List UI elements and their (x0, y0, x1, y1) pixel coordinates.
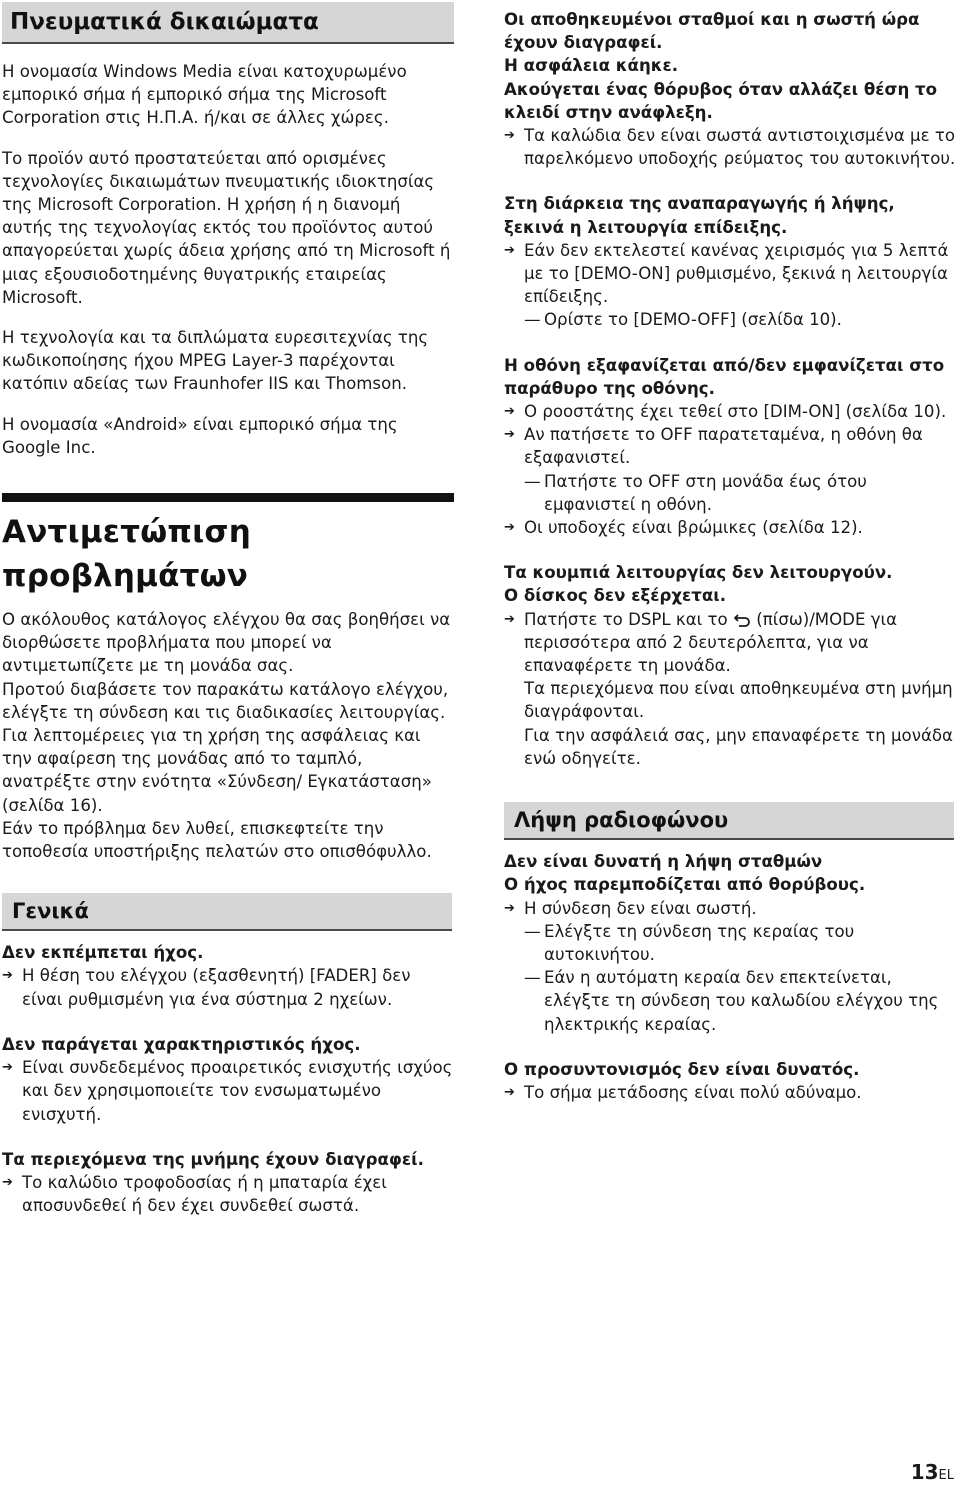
copyright-paragraph-3: Η τεχνολογία και τα διπλώματα ευρεσιτεχνίας της κωδικοποίησης ήχου MPEG Layer-3 παρέχονται κατόπιν αδείας των Fraunhofer IIS και Thomson. (2, 328, 429, 394)
answer-item (504, 608, 956, 678)
answer-text: Τα καλώδια δεν είναι σωστά αντιστοιχισμένα με το παρελκόμενο υποδοχής ρεύματος του αυτοκινήτου. (524, 126, 956, 169)
answer-item (2, 964, 454, 1010)
back-icon (733, 613, 751, 627)
answer-item (504, 897, 956, 920)
arrow-icon: ➔ (504, 404, 515, 420)
arrow-icon: ➔ (504, 427, 515, 443)
dash-item (504, 308, 956, 331)
question: Ο προσυντονισμός δεν είναι δυνατός. (504, 1059, 860, 1079)
copyright-paragraph-2: Το προϊόν αυτό προστατεύεται από ορισμένες τεχνολογίες δικαιωμάτων πνευματικής ιδιοκτησίας της Microsoft Corporation. Η χρήση ή η διανομή αυτής της τεχνολογίας εκτός του προϊόντος αυτού απαγορεύεται χωρίς άδεια χρήσης από τη Microsoft ή μιας εξουσιοδοτημένης θυγατρικής εταιρείας Microsoft. (2, 148, 451, 307)
issue-preset (504, 1058, 956, 1104)
dash-item (504, 920, 956, 966)
question: Ο δίσκος δεν εξέρχεται. (504, 586, 727, 606)
answer-text: Το σήμα μετάδοσης είναι πολύ αδύναμο. (524, 1082, 862, 1102)
question: Ακούγεται ένας θόρυβος όταν αλλάζει θέση το κλειδί στην ανάφλεξη. (504, 79, 938, 122)
troubleshooting-heading: Αντιμετώπιση προβλημάτων (2, 514, 251, 595)
troubleshooting-intro-4: Εάν το πρόβλημα δεν λυθεί, επισκεφτείτε την τοποθεσία υποστήριξης πελατών στο οπισθόφυλλο. (2, 818, 432, 862)
dash-text: Ορίστε το [DEMO-OFF] (σελίδα 10). (544, 310, 842, 330)
question: Η ασφάλεια κάηκε. (504, 56, 679, 76)
question: Τα περιεχόμενα της μνήμης έχουν διαγραφεί. (2, 1149, 424, 1169)
question: Στη διάρκεια της αναπαραγωγής ή λήψης, ξεκινά η λειτουργία επίδειξης. (504, 194, 895, 237)
left-column (2, 0, 454, 1239)
answer-text: Οι υποδοχές είναι βρώμικες (σελίδα 12). (524, 518, 863, 538)
general-heading: Γενικά (2, 893, 452, 931)
issue-stations-erased (504, 8, 956, 170)
arrow-icon: ➔ (504, 1084, 515, 1100)
page-number (911, 1461, 954, 1487)
dash-mark: — (524, 968, 541, 988)
arrow-icon: ➔ (504, 520, 515, 536)
answer-text: Εάν δεν εκτελεστεί κανένας χειρισμός για 5 λεπτά με το [DEMO-ON] ρυθμισμένο, ξεκινά η λειτουργία επίδειξης. (524, 240, 949, 307)
troubleshooting-intro-1: Ο ακόλουθος κατάλογος ελέγχου θα σας βοηθήσει να διορθώσετε προβλήματα που μπορεί να αντιμετωπίζετε με τη μονάδα σας. (2, 610, 451, 676)
continuation-text: Για την ασφάλειά σας, μην επαναφέρετε τη μονάδα ενώ οδηγείτε. (524, 725, 953, 768)
issue-memory-erased (2, 1148, 454, 1218)
answer-text-pre: Πατήστε το DSPL και το (524, 609, 728, 629)
answer-item (2, 1171, 454, 1217)
answer-text: Η θέση του ελέγχου (εξασθενητή) [FADER] δεν είναι ρυθμισμένη για ένα σύστημα 2 ηχείων. (22, 966, 411, 1009)
dash-item (504, 966, 956, 1036)
answer-item (504, 423, 956, 469)
answer-text: Αν πατήσετε το OFF παρατεταμένα, η οθόνη θα εξαφανιστεί. (524, 425, 923, 468)
arrow-icon: ➔ (504, 900, 515, 916)
question: Η οθόνη εξαφανίζεται από/δεν εμφανίζεται στο παράθυρο της οθόνης. (504, 355, 945, 398)
radio-heading: Λήψη ραδιοφώνου (504, 802, 954, 840)
section-rule (2, 493, 454, 502)
answer-item (504, 400, 956, 423)
issue-display (504, 354, 956, 540)
question: Δεν είναι δυνατή η λήψη σταθμών (504, 852, 823, 872)
dash-item (504, 470, 956, 516)
arrow-icon: ➔ (2, 1174, 13, 1190)
question: Ο ήχος παρεμποδίζεται από θορύβους. (504, 875, 866, 895)
arrow-icon: ➔ (504, 242, 515, 258)
question: Δεν παράγεται χαρακτηριστικός ήχος. (2, 1034, 361, 1054)
answer-item (2, 1056, 454, 1126)
dash-mark: — (524, 921, 541, 941)
copyright-paragraph-1: Η ονομασία Windows Media είναι κατοχυρωμένο εμπορικό σήμα ή εμπορικό σήμα της Microsoft Corporation στις Η.Π.Α. ή/και σε άλλες χώρες. (2, 62, 407, 128)
question: Δεν εκπέμπεται ήχος. (2, 943, 204, 963)
issue-buttons (504, 561, 956, 770)
answer-item (504, 1081, 956, 1104)
dash-text: Εάν η αυτόματη κεραία δεν επεκτείνεται, ελέγξτε τη σύνδεση του καλωδίου ελέγχου της ηλεκτρικής κεραίας. (544, 968, 939, 1034)
issue-no-beep (2, 1033, 454, 1126)
question: Οι αποθηκευμένοι σταθμοί και η σωστή ώρα έχουν διαγραφεί. (504, 10, 920, 53)
continuation-text: Τα περιεχόμενα που είναι αποθηκευμένα στη μνήμη διαγράφονται. (524, 679, 953, 722)
dash-text: Ελέγξτε τη σύνδεση της κεραίας του αυτοκινήτου. (544, 921, 855, 964)
copyright-paragraph-4: Η ονομασία «Android» είναι εμπορικό σήμα της Google Inc. (2, 414, 398, 457)
troubleshooting-intro-2: Προτού διαβάσετε τον παρακάτω κατάλογο ελέγχου, ελέγξτε τη σύνδεση και τις διαδικασίες λειτουργίας. (2, 679, 449, 722)
arrow-icon: ➔ (504, 611, 515, 627)
language-code: EL (938, 1468, 954, 1483)
answer-item (504, 516, 956, 539)
arrow-icon: ➔ (2, 968, 13, 984)
answer-item (504, 124, 956, 170)
issue-demo-mode (504, 192, 956, 331)
issue-no-reception (504, 850, 956, 1036)
answer-item (504, 239, 956, 309)
page-number-value: 13 (910, 1460, 939, 1484)
answer-text: Είναι συνδεδεμένος προαιρετικός ενισχυτής ισχύος και δεν χρησιμοποιείτε τον ενσωματωμένο ενισχυτή. (22, 1058, 453, 1124)
question: Τα κουμπιά λειτουργίας δεν λειτουργούν. (504, 563, 893, 583)
right-column (504, 8, 956, 1126)
answer-text: Ο ροοστάτης έχει τεθεί στο [DIM-ON] (σελίδα 10). (524, 402, 947, 422)
issue-no-sound (2, 941, 454, 1011)
dash-mark: — (524, 471, 541, 491)
answer-text: Το καλώδιο τροφοδοσίας ή η μπαταρία έχει αποσυνδεθεί ή δεν έχει συνδεθεί σωστά. (22, 1172, 387, 1216)
answer-text: Η σύνδεση δεν είναι σωστή. (524, 898, 757, 918)
dash-text: Πατήστε το OFF στη μονάδα έως ότου εμφανιστεί η οθόνη. (544, 471, 867, 514)
copyright-heading: Πνευματικά δικαιώματα (2, 2, 454, 44)
dash-mark: — (524, 310, 541, 330)
arrow-icon: ➔ (504, 128, 515, 144)
troubleshooting-intro-3: Για λεπτομέρειες για τη χρήση της ασφάλειας και την αφαίρεση της μονάδας από το ταμπλό, ανατρέξτε στην ενότητα «Σύνδεση/ Εγκατάσταση» (σελίδα 16). (2, 726, 432, 815)
arrow-icon: ➔ (2, 1060, 13, 1076)
answer-text-post: (πίσω)/MODE για περισσότερα από 2 δευτερόλεπτα, για να επαναφέρετε τη μονάδα. (524, 609, 898, 676)
